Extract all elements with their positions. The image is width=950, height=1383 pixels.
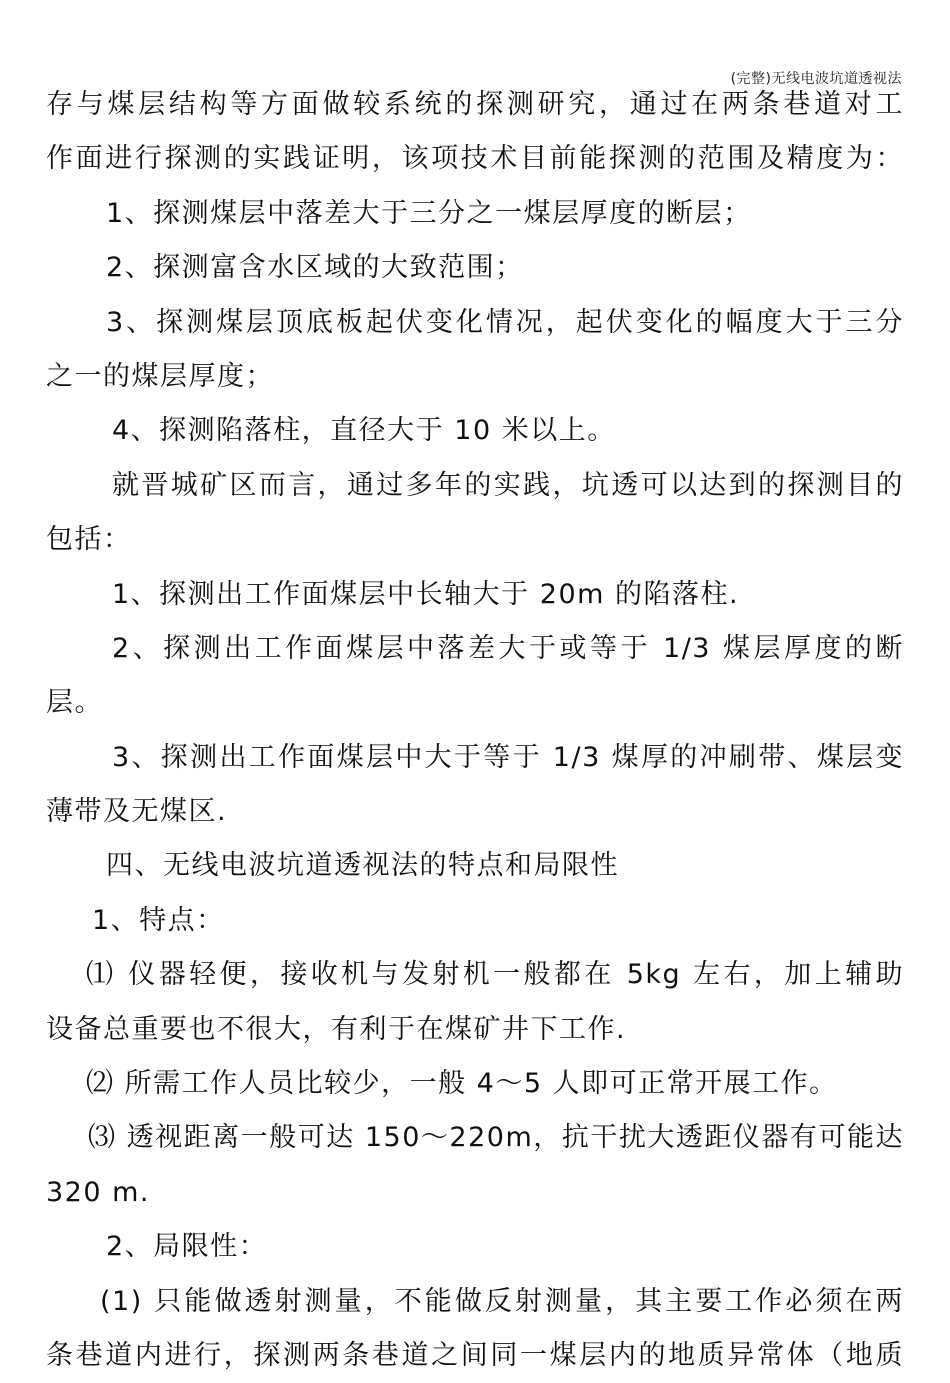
paragraph-line: 薄带及无煤区. <box>46 796 228 828</box>
list-item: ⑵ 所需工作人员比较少，一般 4～5 人即可正常开展工作。 <box>86 1068 838 1100</box>
document-body <box>46 78 904 1383</box>
paragraph-line: 之一的煤层厚度； <box>46 360 274 392</box>
list-item: ⑴ 仪器轻便，接收机与发射机一般都在 5kg 左右，加上辅助 <box>86 959 904 991</box>
running-header: (完整)无线电波坑道透视法 <box>730 71 902 87</box>
paragraph-line: 条巷道内进行，探测两条巷道之间同一煤层内的地质异常体（地质 <box>46 1339 904 1371</box>
section-heading: 四、无线电波坑道透视法的特点和局限性 <box>106 850 619 882</box>
list-item: ⑶ 透视距离一般可达 150～220m，抗干扰大透距仪器有可能达 <box>88 1122 904 1154</box>
list-item: 2、探测富含水区域的大致范围； <box>106 252 524 284</box>
paragraph-line: 存与煤层结构等方面做较系统的探测研究，通过在两条巷道对工 <box>46 89 904 120</box>
list-item: (1) 只能做透射测量，不能做反射测量，其主要工作必须在两 <box>100 1285 904 1317</box>
list-item: 1、探测出工作面煤层中长轴大于 20m 的陷落柱. <box>112 578 740 610</box>
paragraph-line: 设备总重要也不很大，有利于在煤矿井下工作. <box>46 1013 627 1045</box>
paragraph-line: 就晋城矿区而言，通过多年的实践，坑透可以达到的探测目的 <box>112 469 904 501</box>
subsection-heading: 2、局限性： <box>106 1231 268 1263</box>
paragraph-line: 包括： <box>46 524 132 556</box>
list-item: 2、探测出工作面煤层中落差大于或等于 1/3 煤层厚度的断 <box>112 632 904 664</box>
paragraph-line: 层。 <box>46 687 103 719</box>
list-item: 4、探测陷落柱，直径大于 10 米以上。 <box>112 415 616 447</box>
list-item: 3、探测煤层顶底板起伏变化情况，起伏变化的幅度大于三分 <box>106 306 904 338</box>
subsection-heading: 1、特点： <box>92 904 225 936</box>
paragraph-line: 作面进行探测的实践证明，该项技术目前能探测的范围及精度为： <box>46 143 904 175</box>
list-item: 1、探测煤层中落差大于三分之一煤层厚度的断层； <box>106 197 752 229</box>
paragraph-line: 320 m. <box>46 1176 151 1208</box>
list-item: 3、探测出工作面煤层中大于等于 1/3 煤厚的冲刷带、煤层变 <box>112 741 904 773</box>
